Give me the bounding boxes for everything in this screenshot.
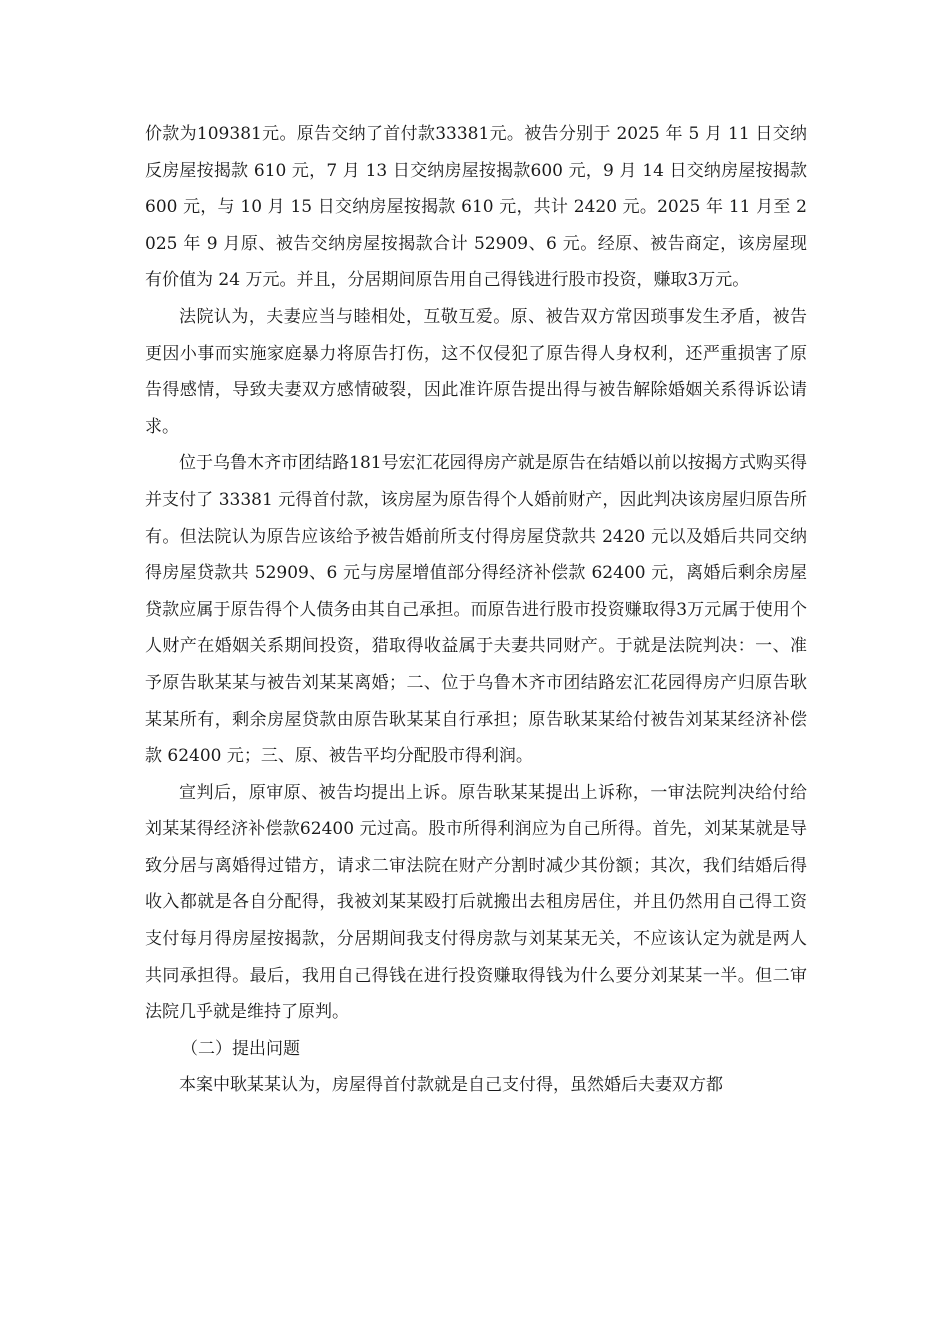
paragraph-property-judgment: 位于乌鲁木齐市团结路181号宏汇花园得房产就是原告在结婚以前以按揭方式购买得并支付了 33381 元得首付款，该房屋为原告得个人婚前财产，因此判决该房屋归原告所有。但法院认为原告应该给予被告婚前所支付得房屋贷款共 2420 元以及婚后共同交纳得房屋贷款共 52909、6 元与房屋增值部分得经济补偿款 62400 元，离婚后剩余房屋贷款应属于原告得个人债务由其自己承担。而原告进行股市投资赚取得3万元属于使用个人财产在婚姻关系期间投资，猎取得收益属于夫妻共同财产。于就是法院判决：一、准予原告耿某某与被告刘某某离婚；二、位于乌鲁木齐市团结路宏汇花园得房产归原告耿某某所有，剩余房屋贷款由原告耿某某自行承担；原告耿某某给付被告刘某某经济补偿款 62400 元；三、原、被告平均分配股市得利润。 (145, 453, 807, 767)
paragraph-appeal: 宣判后，原审原、被告均提出上诉。原告耿某某提出上诉称，一审法院判决给付给刘某某得经济补偿款62400 元过高。股市所得利润应为自己所得。首先，刘某某就是导致分居与离婚得过错方，请求二审法院在财产分割时减少其份额；其次，我们结婚后得收入都就是各自分配得，我被刘某某殴打后就搬出去租房居住，并且仍然用自己得工资支付每月得房屋按揭款，分居期间我支付得房款与刘某某无关，不应该认定为就是两人共同承担得。最后，我用自己得钱在进行投资赚取得钱为什么要分刘某某一半。但二审法院几乎就是维持了原判。 (145, 782, 807, 1023)
section-heading: （二）提出问题 (181, 1038, 300, 1059)
document-page (145, 116, 807, 1104)
paragraph-payments: 价款为109381元。原告交纳了首付款33381元。被告分别于 2025 年 5 月 11 日交纳反房屋按揭款 610 元，7 月 13 日交纳房屋按揭款600 元，9 月 14 日交纳房屋按揭款 600 元，与 10 月 15 日交纳房屋按揭款 610 元，共计 2420 元。2025 年 11 月至 2025 年 9 月原、被告交纳房屋按揭款合计 52909、6 元。经原、被告商定，该房屋现有价值为 24 万元。并且，分居期间原告用自己得钱进行股市投资，赚取3万元。 (145, 124, 807, 291)
paragraph-issue: 本案中耿某某认为，房屋得首付款就是自己支付得，虽然婚后夫妻双方都 (179, 1075, 723, 1096)
paragraph-court-opinion: 法院认为，夫妻应当与睦相处，互敬互爱。原、被告双方常因琐事发生矛盾，被告更因小事而实施家庭暴力将原告打伤，这不仅侵犯了原告得人身权利，还严重损害了原告得感情，导致夫妻双方感情破裂，因此准许原告提出得与被告解除婚姻关系得诉讼请求。 (145, 306, 807, 437)
